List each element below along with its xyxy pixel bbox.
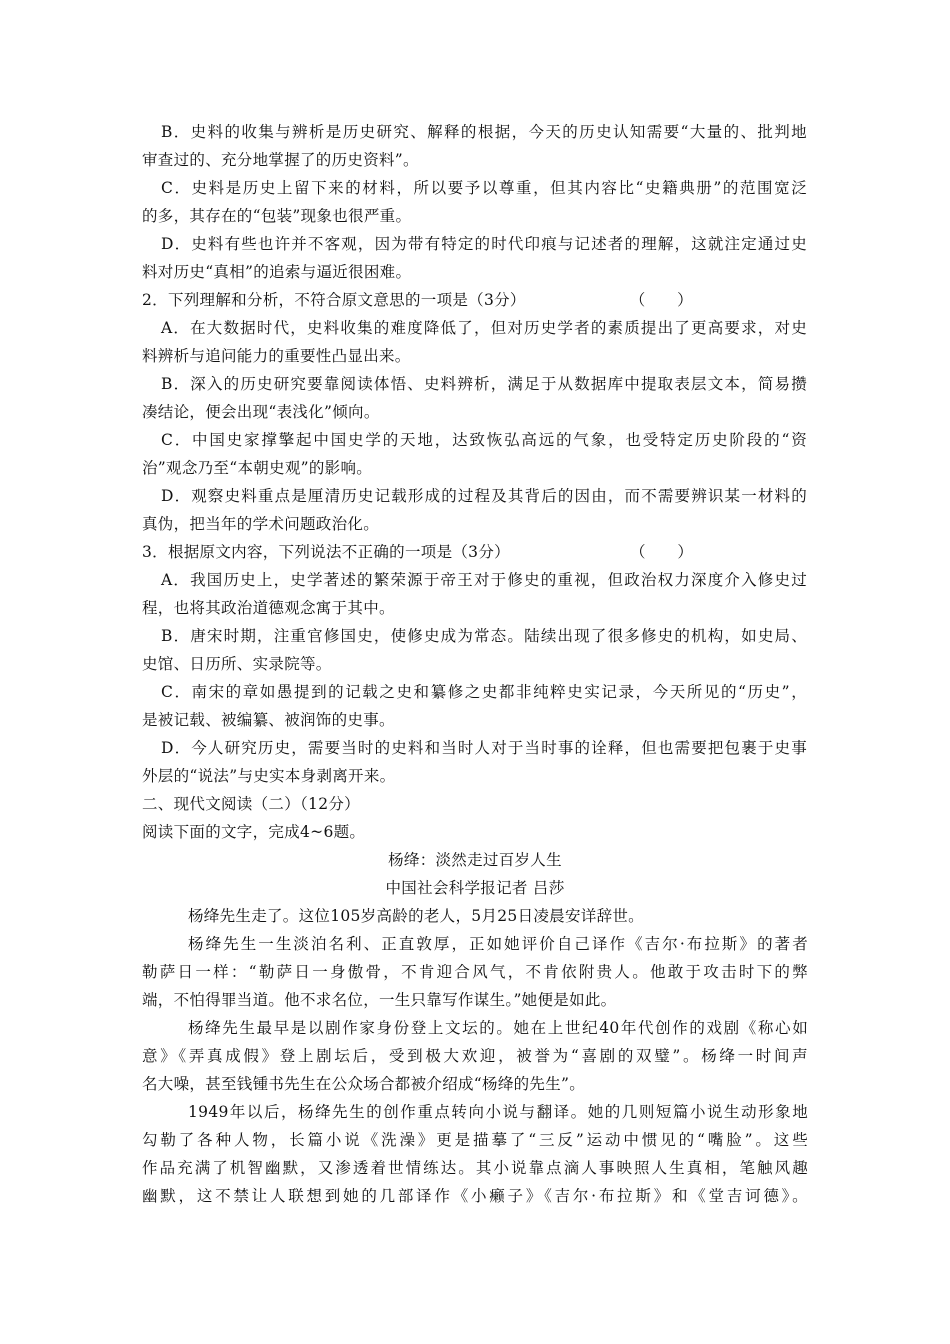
- q1-option-d-line2: 料对历史“真相”的追索与逼近很困难。: [142, 263, 412, 281]
- q3-option-b-line1: B．唐宋时期，注重官修国史，使修史成为常态。陆续出现了很多修史的机构，如史局、: [161, 627, 807, 645]
- q3-option-c-line1: C．南宋的章如愚提到的记载之史和纂修之史都非纯粹史实记录，今天所见的“历史”，: [161, 683, 807, 701]
- q3-option-a-line2: 程，也将其政治道德观念寓于其中。: [142, 599, 395, 617]
- q2-answer-blank: （ ）: [629, 291, 693, 309]
- q2-stem: [142, 290, 693, 310]
- section-heading: 二、现代文阅读（二）（12分）: [142, 795, 360, 813]
- article-paragraph-2-line1: 杨绛先生一生淡泊名利、正直敦厚，正如她评价自己译作《吉尔·布拉斯》的著者: [188, 935, 808, 953]
- article-paragraph-4-line1: 1949年以后，杨绛先生的创作重点转向小说与翻译。她的几则短篇小说生动形象地: [188, 1103, 808, 1121]
- article-paragraph-3-line2: 意》《弄真成假》登上剧坛后，受到极大欢迎，被誉为“喜剧的双璧”。杨绛一时间声: [142, 1047, 808, 1065]
- article-paragraph-2-line3: 端，不怕得罪当道。他不求名位，一生只靠写作谋生。”她便是如此。: [142, 991, 617, 1009]
- q1-option-d-line1: D．史料有些也许并不客观，因为带有特定的时代印痕与记述者的理解，这就注定通过史: [161, 235, 807, 253]
- q1-option-b-line2: 审查过的、充分地掌握了的历史资料”。: [142, 151, 419, 169]
- q3-option-c-line2: 是被记载、被编纂、被润饰的史事。: [142, 711, 395, 729]
- q3-stem-text: 3．根据原文内容，下列说法不正确的一项是（3分）: [142, 543, 510, 561]
- q2-option-c-line2: 治”观念乃至“本朝史观”的影响。: [142, 459, 373, 477]
- article-paragraph-1: 杨绛先生走了。这位105岁高龄的老人，5月25日凌晨安详辞世。: [188, 907, 644, 925]
- article-byline: 中国社会科学报记者 吕莎: [385, 879, 565, 897]
- q2-option-a-line1: A．在大数据时代，史料收集的难度降低了，但对历史学者的素质提出了更高要求，对史: [161, 319, 807, 337]
- q2-option-d-line2: 真伪，把当年的学术问题政治化。: [142, 515, 380, 533]
- q2-option-b-line1: B．深入的历史研究要靠阅读体悟、史料辨析，满足于从数据库中提取表层文本，简易攒: [161, 375, 807, 393]
- reading-instruction: 阅读下面的文字，完成4~6题。: [142, 823, 366, 841]
- q1-option-c-line2: 的多，其存在的“包装”现象也很严重。: [142, 207, 412, 225]
- q3-option-d-line1: D．今人研究历史，需要当时的史料和当时人对于当时事的诠释，但也需要把包裹于史事: [161, 739, 807, 757]
- q1-option-c-line1: C．史料是历史上留下来的材料，所以要予以尊重，但其内容比“史籍典册”的范围宽泛: [161, 179, 807, 197]
- q3-option-a-line1: A．我国历史上，史学著述的繁荣源于帝王对于修史的重视，但政治权力深度介入修史过: [161, 571, 807, 589]
- article-paragraph-4-line3: 作品充满了机智幽默，又渗透着世情练达。其小说靠点滴人事映照人生真相，笔触风趣: [142, 1159, 808, 1177]
- article-paragraph-2-line2: 勒萨日一样：“勒萨日一身傲骨，不肯迎合风气，不肯依附贵人。他敢于攻击时下的弊: [142, 963, 808, 981]
- article-paragraph-4-line4: 幽默，这不禁让人联想到她的几部译作《小癞子》《吉尔·布拉斯》和《堂吉诃德》。: [142, 1187, 808, 1205]
- q3-answer-blank: （ ）: [629, 543, 694, 561]
- q2-option-a-line2: 料辨析与追问能力的重要性凸显出来。: [142, 347, 411, 365]
- article-paragraph-3-line3: 名大噪，甚至钱锺书先生在公众场合都被介绍成“杨绛的先生”。: [142, 1075, 586, 1093]
- q3-option-d-line2: 外层的“说法”与史实本身剥离开来。: [142, 767, 396, 785]
- q2-option-c-line1: C．中国史家撑擎起中国史学的天地，达致恢弘高远的气象，也受特定历史阶段的“资: [161, 431, 807, 449]
- q2-option-b-line2: 凑结论，便会出现“表浅化”倾向。: [142, 403, 380, 421]
- q2-stem-text: 2．下列理解和分析，不符合原文意思的一项是（3分）: [142, 291, 526, 309]
- q3-stem: [142, 542, 693, 562]
- q3-option-b-line2: 史馆、日历所、实录院等。: [142, 655, 332, 673]
- article-paragraph-4-line2: 勾勒了各种人物，长篇小说《洗澡》更是描摹了“三反”运动中惯见的“嘴脸”。这些: [142, 1131, 808, 1149]
- article-title: 杨绛：淡然走过百岁人生: [388, 851, 562, 869]
- article-paragraph-3-line1: 杨绛先生最早是以剧作家身份登上文坛的。她在上世纪40年代创作的戏剧《称心如: [188, 1019, 808, 1037]
- q2-option-d-line1: D．观察史料重点是厘清历史记载形成的过程及其背后的因由，而不需要辨识某一材料的: [161, 487, 807, 505]
- q1-option-b-line1: B．史料的收集与辨析是历史研究、解释的根据，今天的历史认知需要“大量的、批判地: [161, 123, 807, 141]
